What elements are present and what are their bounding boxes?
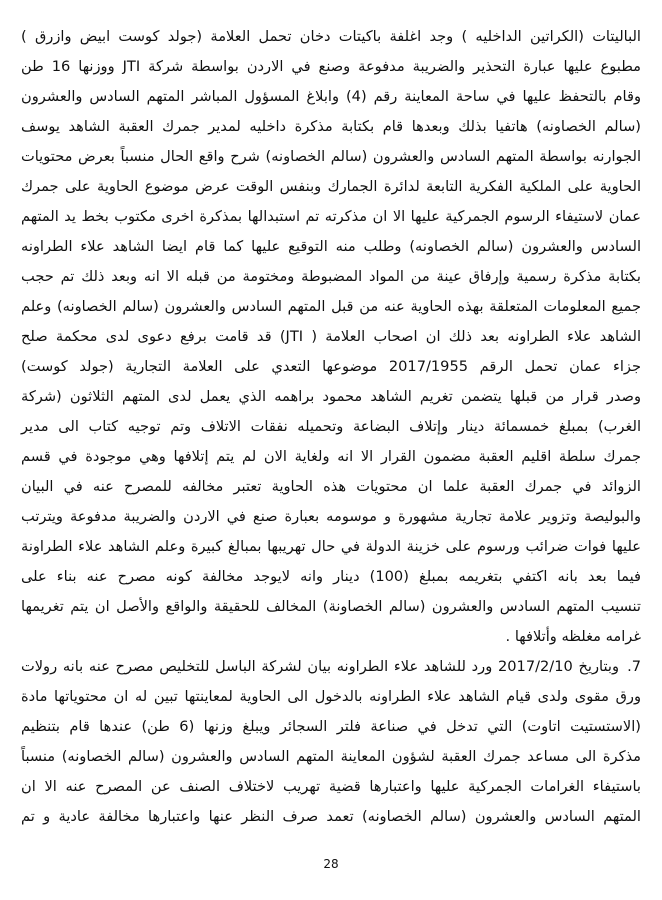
paragraph-6-continuation: [21, 22, 641, 652]
page-number: 28: [323, 857, 339, 871]
text-line: عليها فوات ضرائب ورسوم على خزينة الدولة في حال تهريبها بمبالغ كبيرة وعلم الشاهد علاء الطراونة: [21, 538, 641, 555]
text-line: جمرك سلطة اقليم العقبة مضمون القرار الا انه ولغاية الان لم يتم إتلافها وهي موجودة في قسم: [21, 448, 641, 465]
list-item-7: [21, 652, 641, 832]
text-line: جميع المعلومات المتعلقة بهذه الحاوية عنه من قبل المتهم السادس والعشرون (سالم الخصاونه) وعلم: [21, 298, 641, 315]
text-line: السادس والعشرون (سالم الخصاونه) وطلب منه التوقيع عليها كما قام ايضا الشاهد علاء الطراونه: [21, 238, 641, 255]
text-line: باستيفاء الغرامات الجمركية عليها واعتبارها قضية تهريب لاختلاف الصنف عن المصرح عنه الا ان: [21, 778, 641, 795]
text-line: تنسيب المتهم السادس والعشرون (سالم الخصاونة) المخالف للحقيقة والواقع والأصل ان يتم تغريمها: [21, 598, 641, 615]
text-line: مطبوع عليها عبارة التحذير والضريبة مدفوعة وصنع في الاردن بواسطة شركة JTI ووزنها 16 طن: [21, 58, 641, 75]
text-line: وصدر قرار من قبلها يتضمن تغريم الشاهد محمود براهمه الذي يعمل لدى المتهم الثلاثون (شركة: [21, 388, 641, 405]
text-line-content: وبتاريخ 2017/2/10 ورد للشاهد علاء الطراونه بيان لشركة الباسل للتخليص مصرح عنه بانه رولات: [21, 658, 619, 675]
text-line: وقام بالتحفظ عليها في ساحة المعاينة رقم (4) وابلاغ المسؤول المباشر المتهم السادس والعشرون: [21, 88, 641, 105]
text-line: غرامه مغلظه وأتلافها .: [505, 628, 641, 645]
text-line: الغرب) بمبلغ خمسمائة دينار وإتلاف البضاعة وتحميله نفقات الاتلاف وتم توجيه كتاب الى مدير: [21, 418, 641, 435]
text-line: الشاهد علاء الطراونه بعد ذلك ان اصحاب العلامة ( JTI) قد قامت برفع دعوى لدى محكمة صلح: [21, 328, 641, 345]
text-line: فيما بعد بانه اكتفي بتغريمه بمبلغ (100) دينار وانه لايوجد مخالفة كونه مصرح عنه بناء على: [21, 568, 641, 585]
text-line: الزوائد في جمرك العقبة علما ان محتويات هذه الحاوية تعتبر مخالفه للمصرح عنه في البيان: [21, 478, 641, 495]
text-line: بكتابة مذكرة رسمية وإرفاق عينة من المواد المضبوطة ومختومة من قبله الا انه وبعد ذلك تم حجب: [21, 268, 641, 285]
text-line: الجوارنه بواسطة المتهم السادس والعشرون (سالم الخصاونه) شرح واقع الحال منسباً بعرض محتويات: [21, 148, 641, 165]
text-line: جزاء عمان تحمل الرقم 2017/1955 موضوعها التعدي على العلامة التجارية (جولد كوست): [21, 358, 641, 375]
text-line: مذكرة الى مساعد جمرك العقبة لشؤون المعاينة المتهم السادس والعشرون (سالم الخصاونه) منسباً: [21, 748, 641, 765]
text-line: الحاوية على الملكية الفكرية التابعة لدائرة الجمارك وبنفس الوقت عرض موضوع الحاوية على جمرك: [21, 178, 641, 195]
text-line: عمان لاستيفاء الرسوم الجمركية عليها الا ان مذكرته تم استبدالها بمذكرة اخرى مكتوب بخط يد المتهم: [21, 208, 641, 225]
list-number: 7.: [627, 658, 641, 675]
text-line: ورق مقوى ولدى قيام الشاهد علاء الطراونه بالدخول الى الحاوية لمعاينتها تبين له ان محتوياتها مادة: [21, 688, 641, 705]
text-line: المتهم السادس والعشرون (سالم الخصاونه) تعمد صرف النظر عنها واعتبارها مخالفة عادية و تم: [21, 808, 641, 825]
text-line: والبوليصة وتزوير علامة تجارية مشهورة و موسومه بعبارة صنع في الاردن والضريبة مدفوعة ويترتب: [21, 508, 641, 525]
text-line: (سالم الخصاونه) هاتفيا بذلك وبعدها قام بكتابة مذكرة داخليه لمدير جمرك العقبة الشاهد يوسف: [21, 118, 641, 135]
text-line: الباليتات (الكراتين الداخليه ) وجد اغلفة باكيتات دخان تحمل العلامة (جولد كوست ابيض وازرق ): [21, 28, 641, 45]
text-line: [21, 652, 641, 682]
text-line: (الاستستيت اتاوت) التي تدخل في صناعة فلتر السجائر ويبلغ وزنها (6 طن) عندها قام بتنظيم: [21, 718, 641, 735]
document-body: [21, 0, 641, 832]
